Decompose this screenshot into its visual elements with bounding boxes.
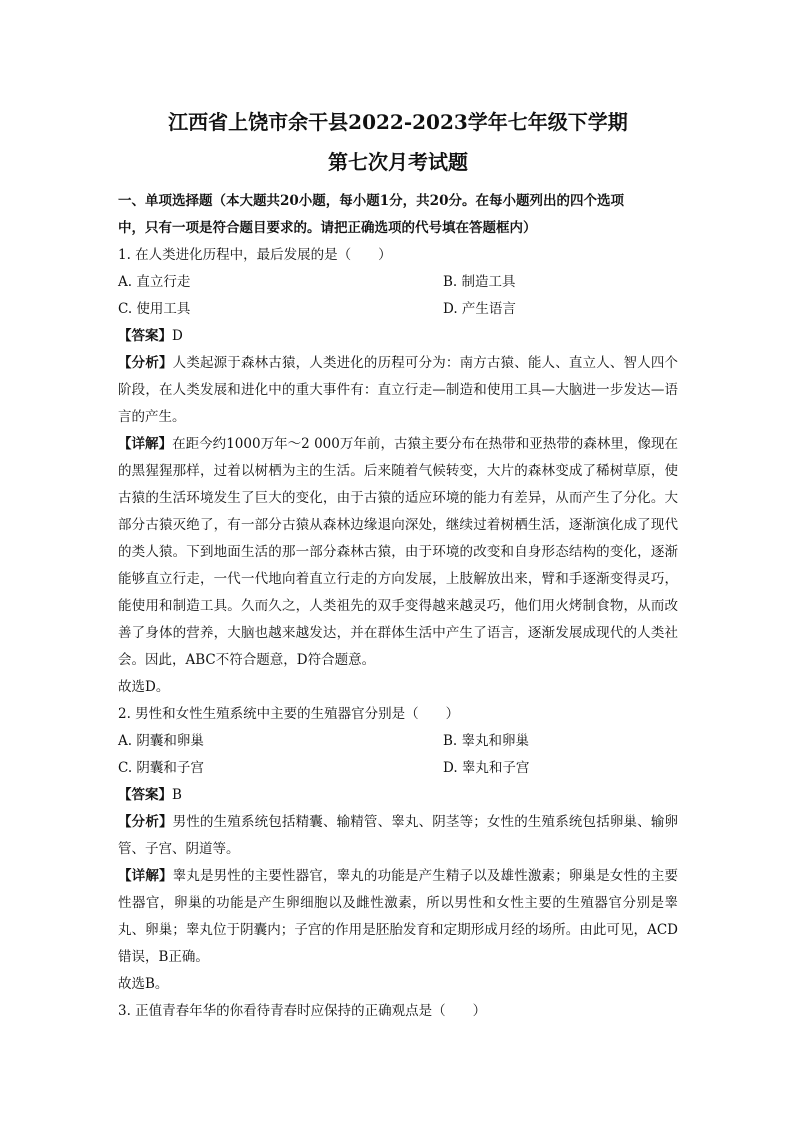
option-a: A. 阴囊和卵巢 (118, 733, 204, 749)
analysis-text: 男性的生殖系统包括精囊、输精管、睾丸、阴茎等；女性的生殖系统包括卵巢、输卵管、子宫、阴道等。 (118, 814, 679, 857)
question-options (118, 728, 678, 782)
option-d: D. 产生语言 (443, 301, 516, 317)
analysis-paragraph (118, 350, 678, 431)
section-heading-line2: 中，只有一项是符合题目要求的。请把正确选项的代号填在答题框内） (118, 220, 537, 236)
detail-paragraph (118, 863, 678, 971)
question-3 (118, 998, 678, 1025)
question-stem: 3. 正值青春年华的你看待青春时应保持的正确观点是（ ） (118, 1003, 487, 1019)
answer-tag: 【答案】 (118, 787, 172, 803)
analysis-text: 人类起源于森林古猿，人类进化的历程可分为：南方古猿、能人、直立人、智人四个阶段，在人类发展和进化中的重大事件有：直立行走—制造和使用工具—大脑进一步发达—语言的产生。 (118, 355, 679, 425)
conclusion: 故选D。 (118, 679, 170, 695)
answer-tag: 【答案】 (118, 328, 172, 344)
section-heading-line1: 一、单项选择题（本大题共20小题，每小题1分，共20分。在每小题列出的四个选项 (118, 193, 624, 209)
question-options (118, 269, 678, 323)
option-d: D. 睾丸和子宫 (443, 760, 530, 776)
option-b: B. 制造工具 (443, 274, 516, 290)
detail-tag: 【详解】 (118, 436, 173, 452)
question-stem: 2. 男性和女性生殖系统中主要的生殖器官分别是（ ） (118, 706, 460, 722)
document-title-line2: 第七次月考试题 (328, 150, 468, 174)
detail-tag: 【详解】 (118, 868, 173, 884)
question-stem: 1. 在人类进化历程中，最后发展的是（ ） (118, 247, 392, 263)
question-1 (118, 242, 678, 701)
conclusion: 故选B。 (118, 976, 169, 992)
detail-text: 在距今约1000万年～2 000万年前，古猿主要分布在热带和亚热带的森林里，像现在的黑猩猩那样，过着以树栖为主的生活。后来随着气候转变，大片的森林变成了稀树草原，使古猿的生活环境发生了巨大的变化，由于古猿的适应环境的能力有差异，从而产生了分化。大部分古猿灭绝了，有一部分古猿从森林边缘退向深处，继续过着树栖生活，逐渐演化成了现代的类人猿。下到地面生活的那一部分森林古猿，由于环境的改变和自身形态结构的变化，逐渐能够直立行走，一代一代地向着直立行走的方向发展，上肢解放出来，臂和手逐渐变得灵巧，能使用和制造工具。久而久之，人类祖先的双手变得越来越灵巧，他们用火烤制食物，从而改善了身体的营养，大脑也越来越发达，并在群体生活中产生了语言，逐渐发展成现代的人类社会。因此，ABC不符合题意，D符合题意。 (118, 436, 678, 668)
option-b: B. 睾丸和卵巢 (443, 733, 530, 749)
answer-line (118, 782, 678, 809)
option-c: C. 使用工具 (118, 301, 191, 317)
analysis-paragraph (118, 809, 678, 863)
detail-paragraph (118, 431, 678, 674)
analysis-tag: 【分析】 (118, 355, 173, 371)
question-2 (118, 701, 678, 998)
document-title-line1: 江西省上饶市余干县2022-2023学年七年级下学期 (168, 110, 628, 134)
option-a: A. 直立行走 (118, 274, 191, 290)
answer-value: D (172, 328, 183, 344)
analysis-tag: 【分析】 (118, 814, 173, 830)
option-c: C. 阴囊和子宫 (118, 760, 204, 776)
document-page (118, 102, 678, 1025)
answer-value: B (172, 787, 182, 803)
answer-line (118, 323, 678, 350)
detail-text: 睾丸是男性的主要性器官，睾丸的功能是产生精子以及雄性激素；卵巢是女性的主要性器官，卵巢的功能是产生卵细胞以及雌性激素，所以男性和女性主要的生殖器官分别是睾丸、卵巢；睾丸位于阴囊内；子宫的作用是胚胎发育和定期形成月经的场所。由此可见，ACD错误，B正确。 (118, 868, 679, 965)
